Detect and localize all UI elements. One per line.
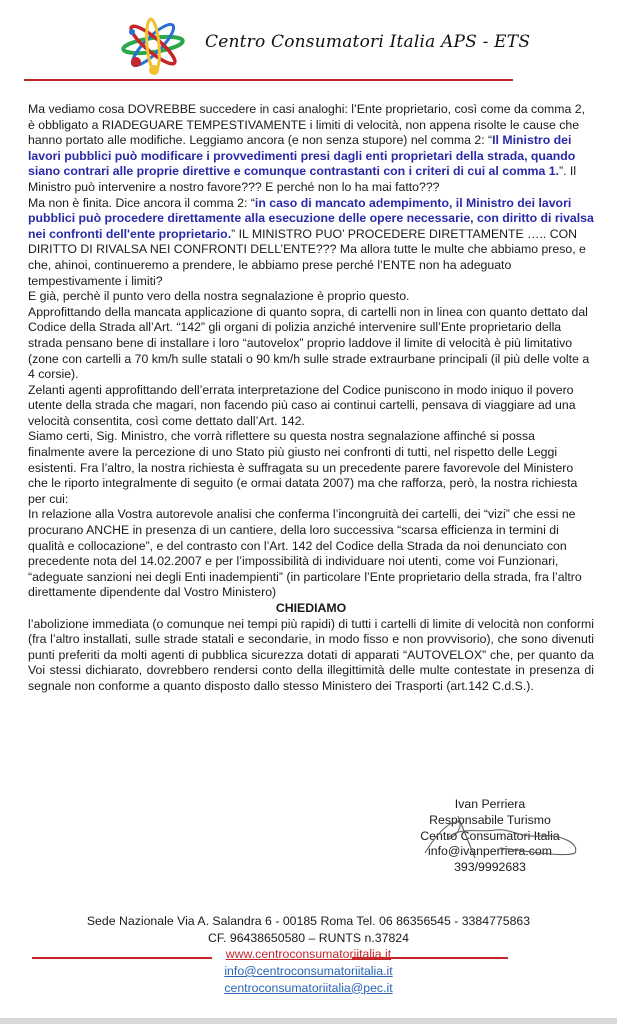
paragraph: In relazione alla Vostra autorevole analisi che conferma l’incongruità dei cartelli, dei “vizi” che essi ne procurano ANCHE in presenza di un cantiere, della loro successiva “scarsa efficienza in termini di qualità e collocazione”, e del contrasto con l’Art. 142 del Codice della Strada da noi denunciato con precedente nota del 14.02.2007 e per l’impossibilità di individuare noi utenti, come voi Funzionari, “adeguate sanzioni nei degli Enti inadempienti” (in particolare l’Ente proprietario della strada, fra l’altro direttamente dipendente dal Vostro Ministero) (28, 507, 582, 600)
section-heading: CHIEDIAMO (275, 601, 347, 615)
signer-organization: Centro Consumatori Italia (420, 828, 560, 843)
paragraph: Approfittando della mancata applicazione di quanto sopra, di cartelli non in linea con quanto dettato dal Codice della Strada all’Art. “142” gli organi di polizia anziché intervenire sull’Ente proprietario della strada pensano bene di installare i loro “autovelox” proprio laddove il limite di velocità è più limitativo (zone con cartelli a 70 km/h sulle statali o 90 km/h sulle strade extraurbane principali (il più delle volte a 4 corsie). (28, 304, 590, 382)
footer-divider-left (32, 957, 212, 959)
paragraph: l’abolizione immediata (o comunque nei tempi più rapidi) di tutti i cartelli di limite di velocità non conformi (fra l’altro installati, sulle strade statali e secondarie, in modo fisso e non provvisorio), che sono divenuti punti preferiti da molti agenti di pubblica sicurezza dotati di apparati “AUTOVELOX” che, per quanto da Voi stessi dichiarato, dovrebbero rendersi conto della illegittimità delle multe contestate in presenza di segnale non conforme a quanto disposto dallo stesso Ministero dei Trasporti (art.142 C.d.S.). (28, 616, 594, 693)
letterhead (0, 0, 617, 92)
organization-name: Centro Consumatori Italia APS - ETS (205, 32, 531, 52)
letter-body (28, 102, 594, 695)
signer-email[interactable]: info@ivanperriera.com (428, 844, 552, 859)
atom-swirl-logo-icon (118, 14, 188, 76)
email-link[interactable]: info@centroconsumatoriitalia.it (224, 964, 393, 978)
footer-website-row (0, 946, 617, 963)
letter-footer (0, 913, 617, 996)
paragraph: Siamo certi, Sig. Ministro, che vorrà riflettere su questa nostra segnalazione affinché si possa finalmente avere la percezione di uno Stato più giusto nei confronti di tutti, nel rispetto delle Leggi esistenti. Fra l’altro, la nostra richiesta è suffragata su un precedente parere favorevole del Ministero che le riporto integralmente di seguito (e ormai datata 2007) ma che rafforza, però, la nostra richiesta per cui: (28, 429, 578, 506)
paragraph: Ma vediamo cosa DOVREBBE succedere in casi analoghi: l’Ente proprietario, così come da comma 2, è obbligato a RIADEGUARE TEMPESTIVAMENTE i limiti di velocità, non appena risolte le cause che hanno portato alle modifiche. Leggiamo ancora (e non senza stupore) nel comma 2: “Il Ministro dei lavori pubblici può modificare i provvedimenti presi dagli enti proprietari della strada, quando siano contrari alle proprie direttive e comunque contrastanti con i criteri di cui al comma 1.”. Il Ministro può intervenire a nostro favore??? E perché non lo ha mai fatto??? (28, 102, 586, 194)
paragraph: Ma non è finita. Dice ancora il comma 2: “in caso di mancato adempimento, il Ministro dei lavori pubblici può procedere direttamente alla esecuzione delle opere necessarie, con diritto di rivalsa nei confronti dell'ente proprietario.” IL MINISTRO PUO’ PROCEDERE DIRETTAMENTE ….. CON DIRITTO DI RIVALSA NEI CONFRONTI DELL’ENTE??? Ma allora tutte le multe che abbiamo preso, e che, ahinoi, continueremo a prendere, le abbiamo prese perché l’ENTE non ha adeguato tempestivamente i limiti? (28, 195, 594, 288)
footer-address: Sede Nazionale Via A. Salandra 6 - 00185 Roma Tel. 06 86356545 - 3384775863 (86, 914, 531, 928)
footer-divider-right (352, 957, 508, 959)
signature-block (400, 797, 580, 876)
quoted-law-text: in caso di mancato adempimento, il Ministro dei lavori pubblici può procedere direttamente alla esecuzione delle opere necessarie, con diritto di rivalsa nei confronti dell'ente proprietario. (28, 195, 594, 241)
quoted-law-text: Il Ministro dei lavori pubblici può modificare i provvedimenti presi dagli enti proprietari della strada, quando siano contrari alle proprie direttive e comunque contrastanti con i criteri di cui al comma 1. (28, 133, 576, 179)
footer-fiscal-code: CF. 96438650580 – RUNTS n.37824 (208, 930, 409, 945)
pec-email-link[interactable]: centroconsumatoriitalia@pec.it (224, 980, 393, 995)
signer-role: Responsabile Turismo (429, 812, 551, 827)
page-bottom-edge (0, 1018, 617, 1024)
signer-phone: 393/9992683 (454, 860, 526, 875)
paragraph: E già, perchè il punto vero della nostra segnalazione è proprio questo. (28, 289, 410, 304)
signer-name: Ivan Perriera (454, 797, 526, 811)
website-link[interactable]: www.centroconsumatoriitalia.it (225, 947, 392, 961)
paragraph: Zelanti agenti approfittando dell’errata interpretazione del Codice puniscono in modo iniquo il povero utente della strada che magari, non facendo più caso ai continui cartelli, pensava di viaggiare ad una velocità consentita, così come dettato dall’Art. 142. (28, 382, 576, 428)
header-divider (24, 79, 513, 81)
